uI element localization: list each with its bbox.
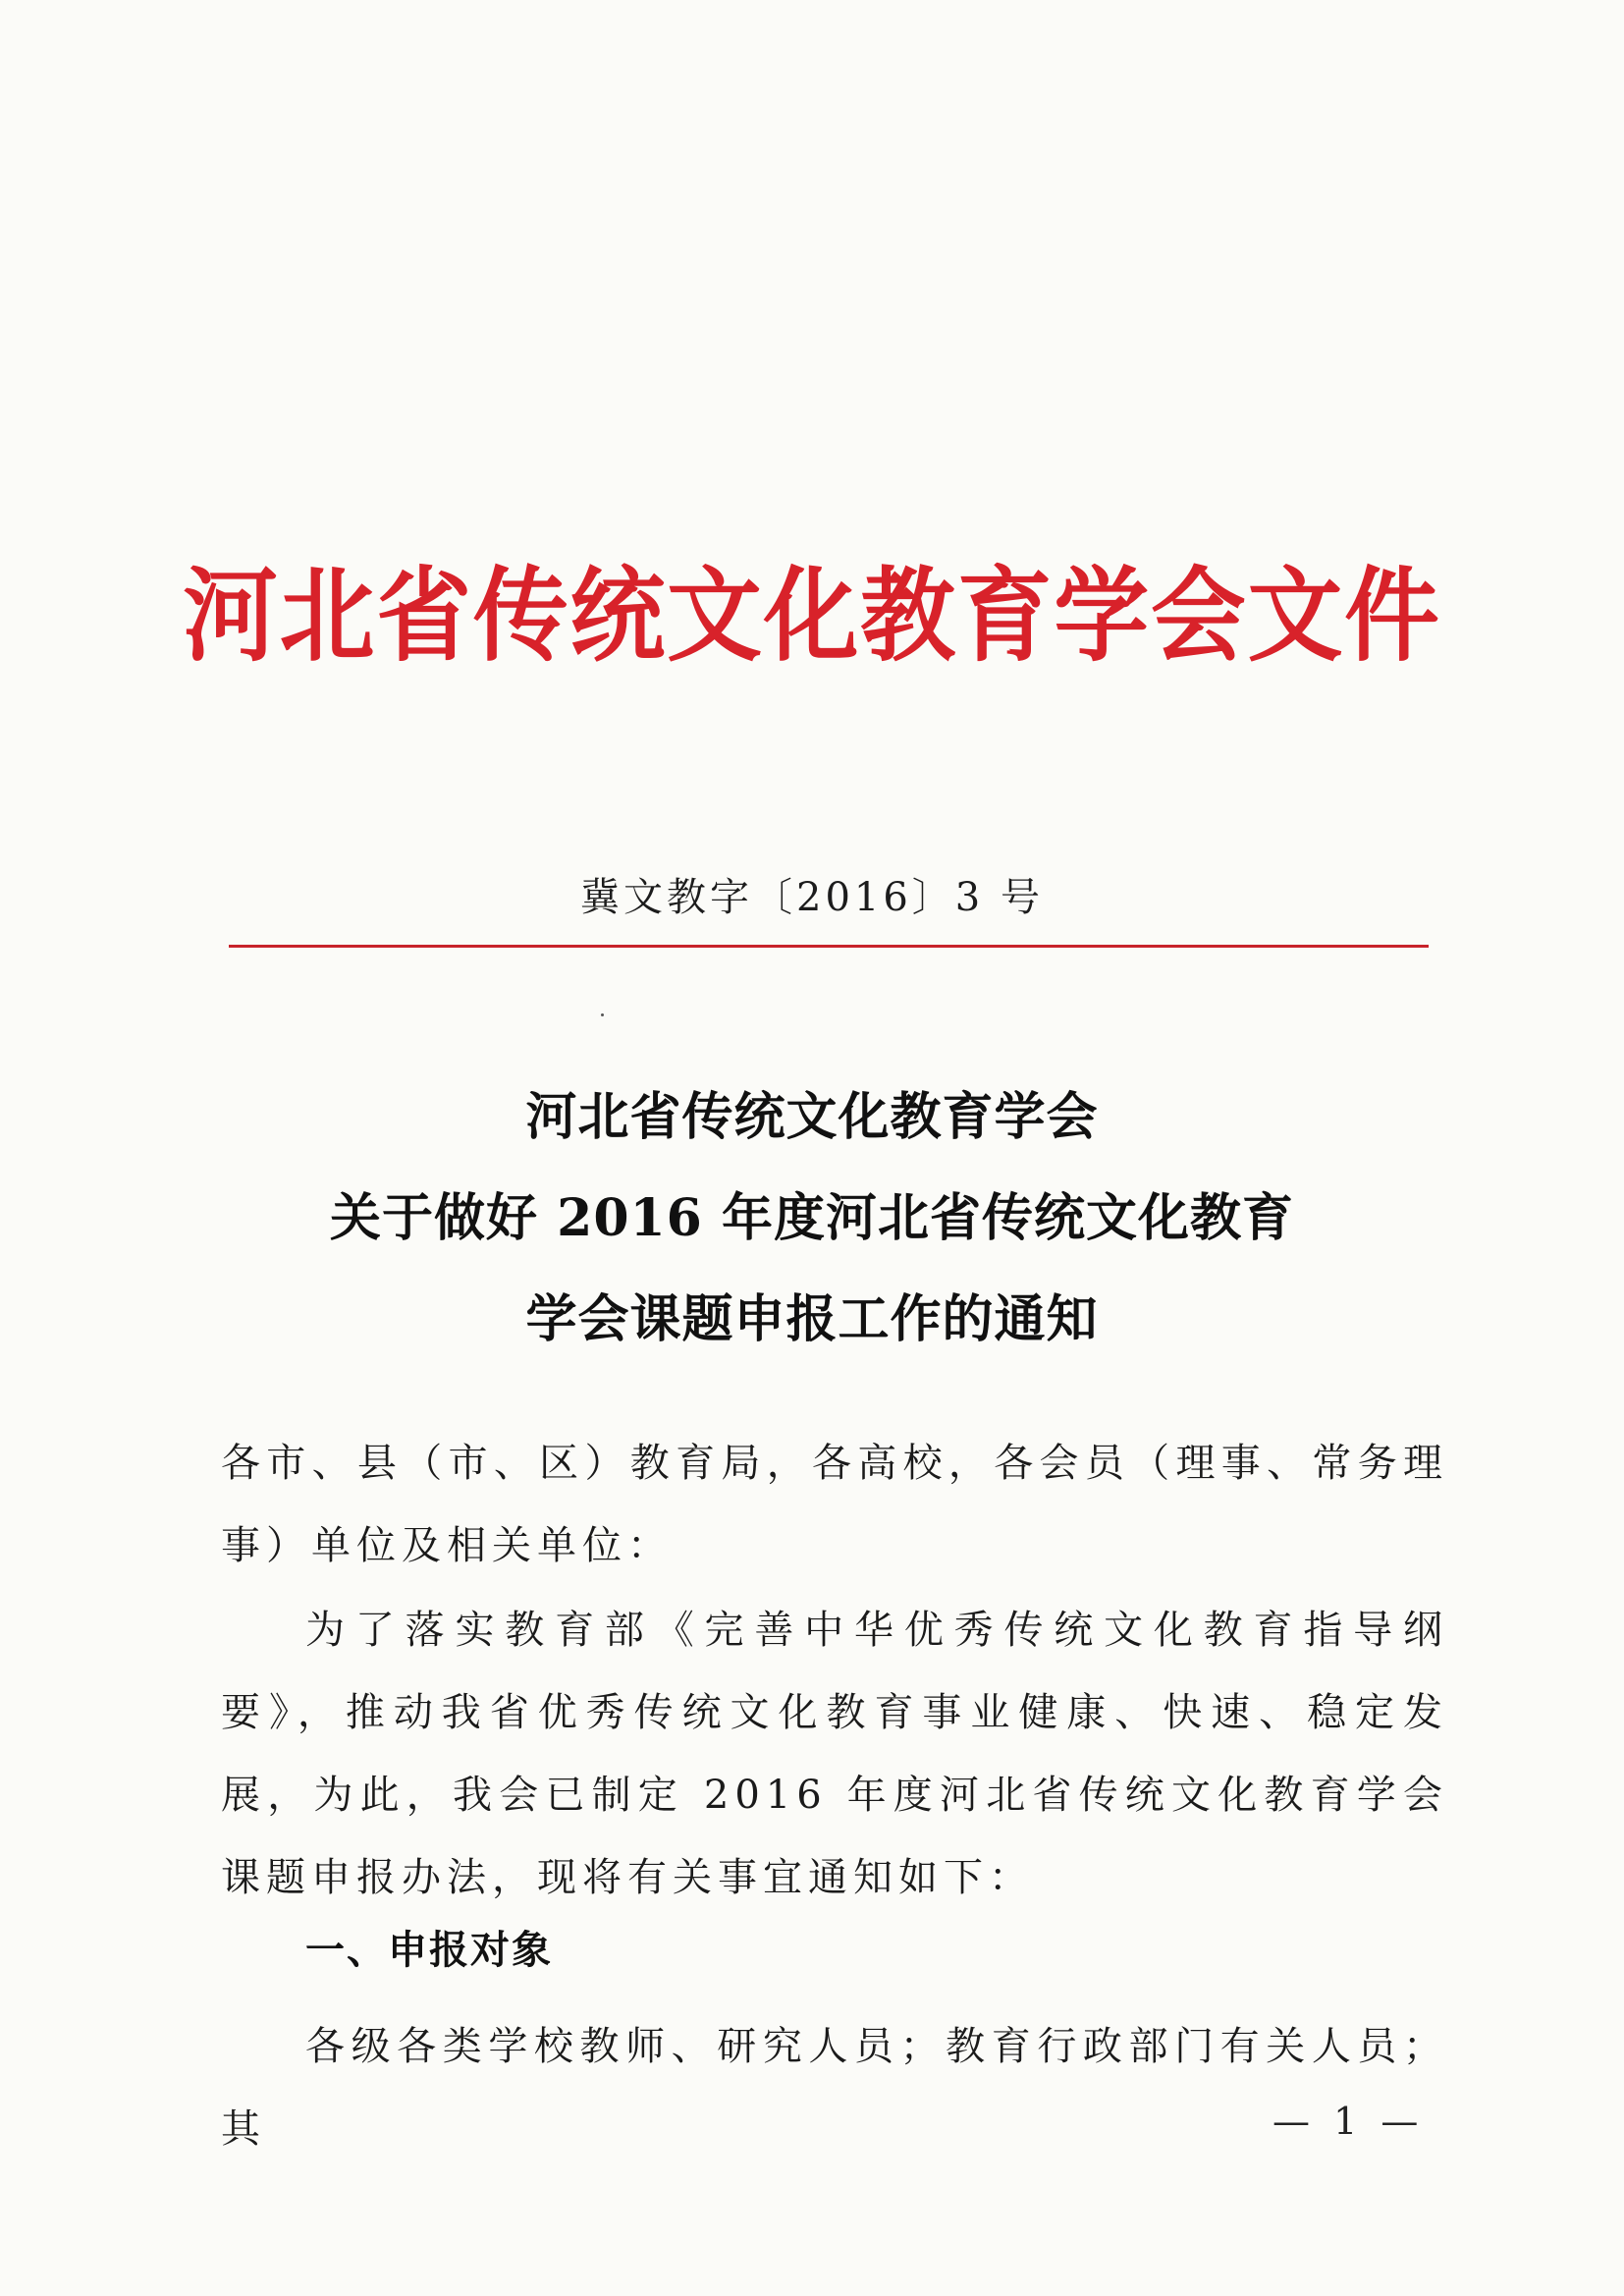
document-header-title: 河北省传统文化教育学会文件	[183, 555, 1441, 676]
section-1-heading: 一、申报对象	[305, 1927, 553, 1973]
red-separator-line	[229, 945, 1429, 948]
notice-title-line-3: 学会课题申报工作的通知	[525, 1289, 1099, 1349]
scan-dot-mark	[601, 1013, 604, 1016]
section-1-paragraph: 各级各类学校教师、研究人员；教育行政部门有关人员；其	[221, 2024, 1448, 2152]
document-number: 冀文教字〔2016〕3 号	[580, 875, 1044, 920]
intro-paragraph: 为了落实教育部《完善中华优秀传统文化教育指导纲要》，推动我省优秀传统文化教育事业健康、快速、稳定发展，为此，我会已制定 2016 年度河北省传统文化教育学会课题申报办法，现将有关事宜通知如下：	[221, 1608, 1448, 1900]
notice-title-line-1: 河北省传统文化教育学会	[525, 1087, 1099, 1147]
page-number: — 1 —	[1272, 2100, 1425, 2143]
addressee-paragraph: 各市、县（市、区）教育局，各高校，各会员（理事、常务理事）单位及相关单位：	[221, 1441, 1448, 1568]
notice-title-line-2: 关于做好 2016 年度河北省传统文化教育	[330, 1188, 1294, 1248]
